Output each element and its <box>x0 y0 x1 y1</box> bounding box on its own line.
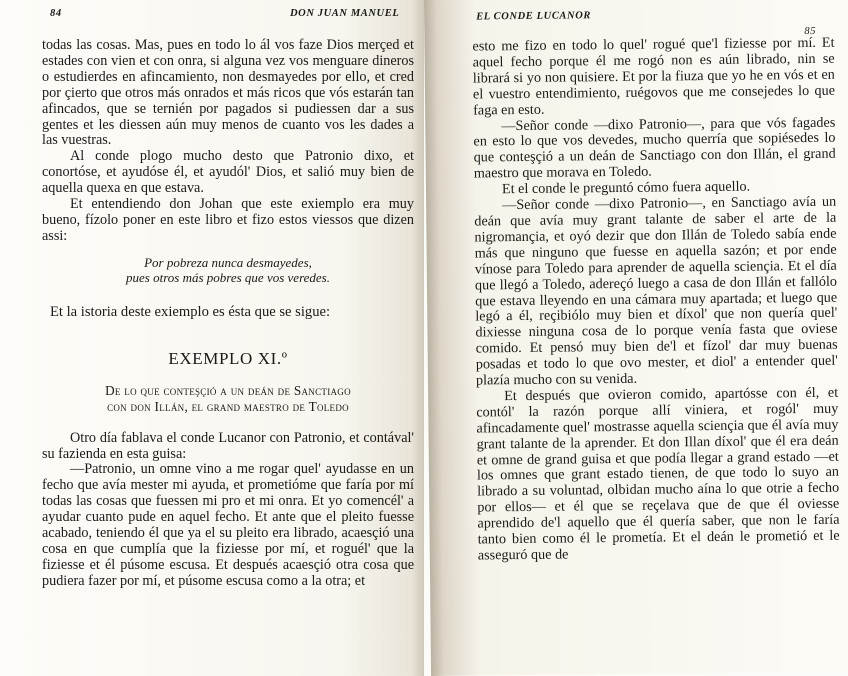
running-head-right: EL CONDE LUCANOR <box>476 10 592 23</box>
right-text-block <box>472 36 839 565</box>
paragraph: todas las cosas. Mas, pues en todo lo ál vos faze Dios merçed et estades con vien et con onra, si alguna vez vos menguare dineros o estudierdes en afincamiento, non desmayedes por ello, et cred por çierto que otros más onrados et más ricos que vós estarán tan afincados, que se ternién por pagados si pudiessen dar a sus gentes et les diessen aún muy menos de cuanto vos les dades a las vuestras. <box>42 37 414 149</box>
exemplo-title: EXEMPLO XI.º <box>168 348 288 368</box>
page-number-right: 85 <box>804 25 817 38</box>
exemplo-subtitle <box>42 383 414 415</box>
verse-line: pues otros más pobres que vos veredes. <box>126 269 330 285</box>
right-page <box>424 0 848 676</box>
paragraph: —Señor conde —dixo Patronio—, en Sanctiago avía un deán que avía muy grant talante de saber el arte de la nigromançia, et oyó dezir que don Illán de Toledo sabía ende más que ninguno que fuesse en aquella sazón; et por ende vínose para Toledo para aprender de aquella sciençia. Et el día que llegó a Toledo, adereçó luego a casa de don Illán et fallólo que estava lleyendo en una cámara muy apartada; et luego que legó a él, reçibiólo muy bien et díxol' que non quería quel' dixiesse ninguna cosa de lo porque venía fasta que oviese comido. Et pensó muy bien de'l et fízol' dar muy buenas posadas et todo lo que ovo mester, et diol' a entender quel' plazía mucho con su venida. <box>474 193 838 389</box>
verse-line: Por pobreza nunca desmayedes, <box>144 254 312 270</box>
paragraph: Et después que ovieron comido, apartósse con él, et contól' la razón porque allí viniera, et rogól' muy afincadamente quel' mostrasse aquella sciençia que él avía muy grant talante de la aprender. Et don Illan díxol' que él era deán et omne de grand guisa et que podía llegar a grand estado —et los omnes que grant estado tienen, de que todo lo suyo an librado a su voluntad, olbidan mucho aína lo que otrie a fecho por ellos— et él que se reçelava que de que él oviesse aprendido de'l aquello que él quería saber, que non le faría tanto bien como él le prometía. Et el deán le prometió et le asseguró que de <box>476 384 840 564</box>
paragraph: Et entendiendo don Johan que este exiemplo era muy bueno, fízolo poner en este libro et fizo estos viessos que dizen assi: <box>42 196 414 244</box>
left-text-block <box>42 38 414 590</box>
subtitle-line: De lo que conteşçió a un deán de Sanctiago <box>105 382 351 398</box>
paragraph: Et el conde le preguntó cómo fuera aquello. <box>501 178 751 198</box>
intro-line: Et la istoria deste exiemplo es ésta que se sigue: <box>50 303 331 320</box>
paragraph: —Patronio, un omne vino a me rogar quel' ayudasse en un fecho que avía mester mi ayuda, et prometióme que faría por mí todas las cosas que fuessen mi pro et mi onra. Et yo comencél' a ayudar cuanto pude en aquel fecho. Et ante que el pleito fuesse acabado, teniendo él que ya el su pleito era librado, acaesçió una cosa en que cumplía que la fiziesse por mí, et roguél' que la fiziesse et él púsome escusa. Et después acaesçió otra cosa que pudiera fazer por mí, et púsome escusa como a la otra; et <box>42 461 414 589</box>
running-head-left: DON JUAN MANUEL <box>290 8 400 19</box>
paragraph: —Señor conde —dixo Patronio—, para que vós fagades en esto lo que vos devedes, mucho querría que sopiésedes lo que conteşçió a un deán de Sanctiago con don Illán, el grand maestro que morava en Toledo. <box>473 114 836 182</box>
verse-block <box>42 255 414 285</box>
subtitle-line: con don Illán, el grand maestro de Toledo <box>107 398 349 414</box>
paragraph: esto me fizo en todo lo quel' rogué que'l fiziesse por mí. Et aquel fecho porque él me rogó non es aún librado, nin se librará si yo non quisiere. Et por la fiuza que yo he en vós et en el vuestro entendimiento, ruégovos que me consejedes lo que faga en esto. <box>472 34 836 119</box>
paragraph: Al conde plogo mucho desto que Patronio dixo, et conortóse, et ayudóse él, et ayudól' Dios, et salió muy bien de aquella quexa en que estava. <box>42 148 414 197</box>
paragraph: Otro día fablava el conde Lucanor con Patronio, et contával' su fazienda en esta guisa: <box>42 429 414 462</box>
page-number-left: 84 <box>50 8 62 19</box>
